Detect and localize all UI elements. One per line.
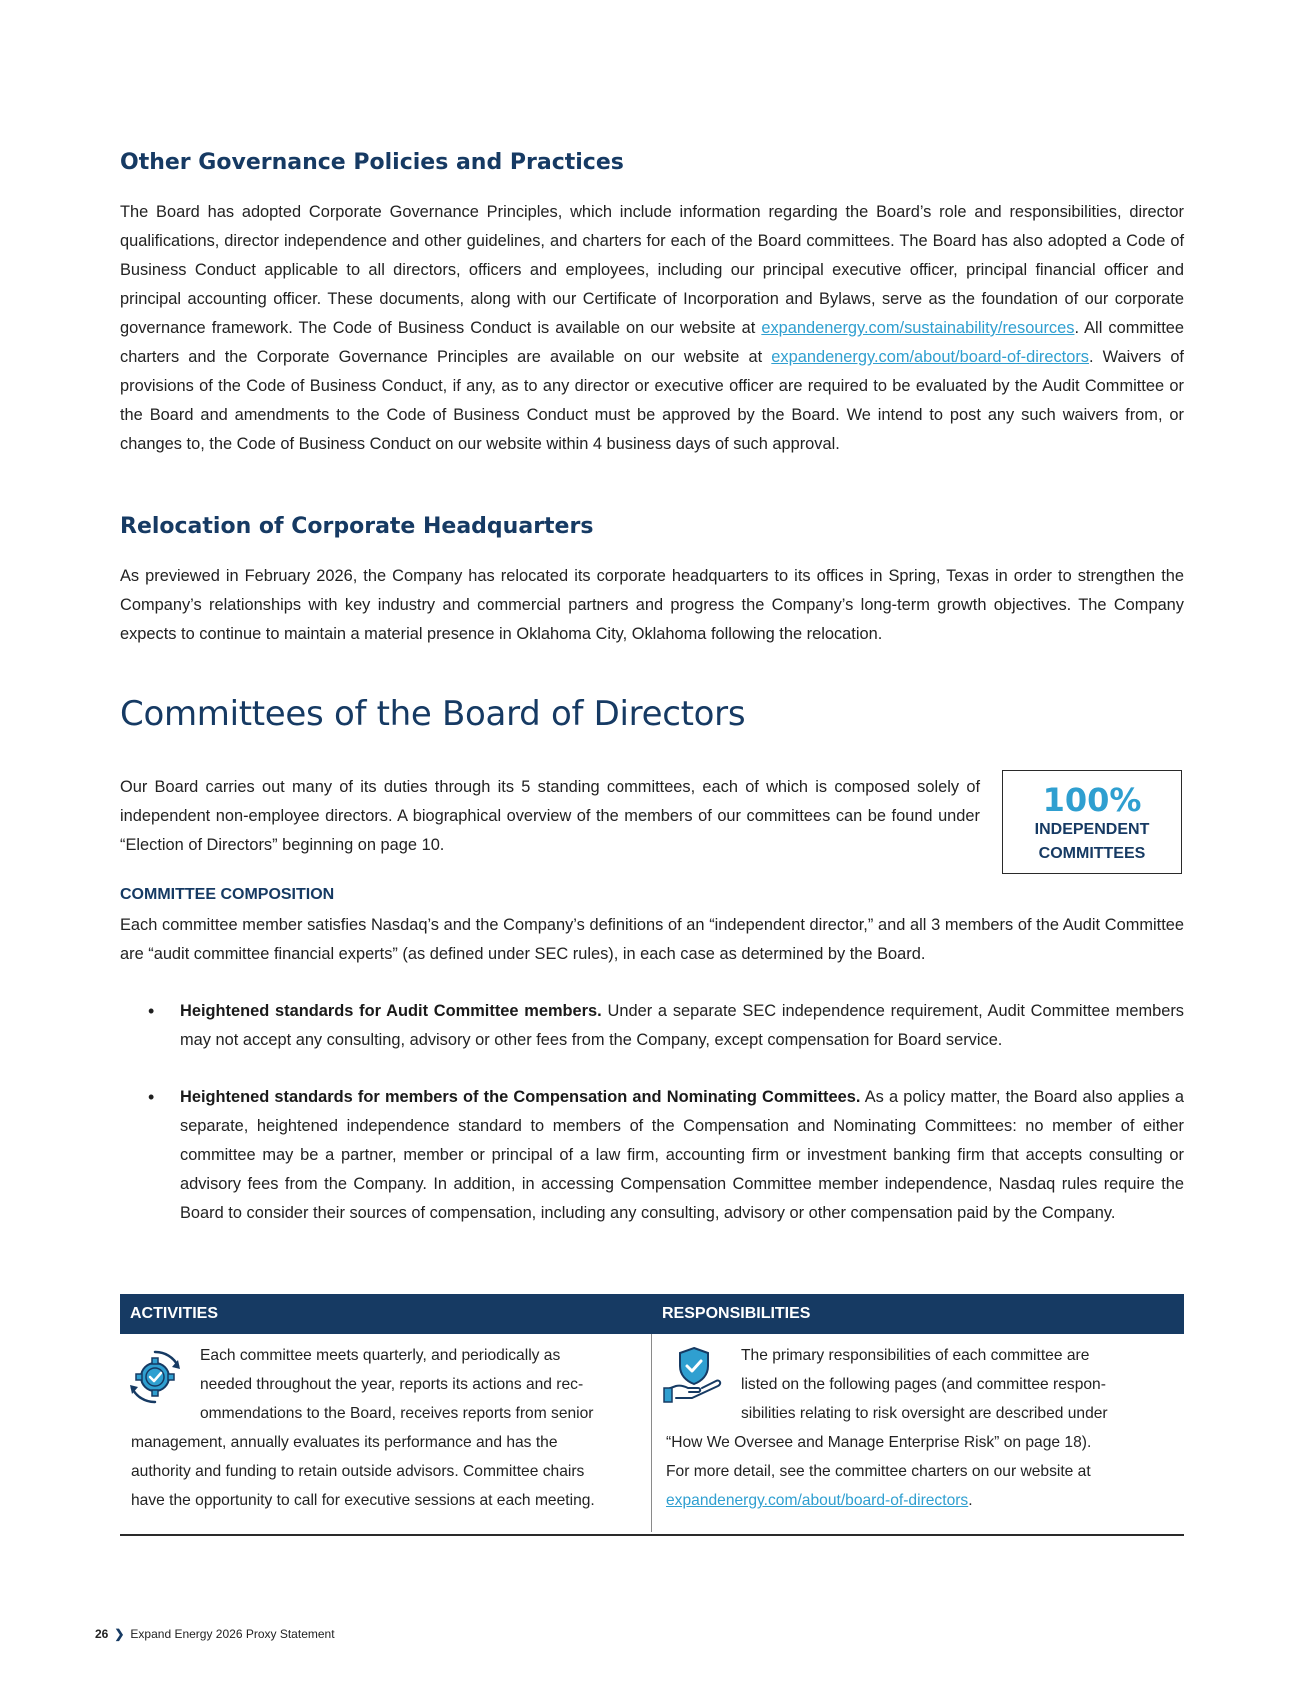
bullet-audit-standards bbox=[120, 997, 1184, 1055]
independent-committees-stat bbox=[1002, 770, 1182, 874]
responsibilities-link-line bbox=[666, 1486, 1091, 1515]
bullet-compensation-standards bbox=[120, 1083, 1184, 1228]
link-suffix: . bbox=[968, 1492, 973, 1509]
stat-label-line1: INDEPENDENT bbox=[1034, 821, 1150, 838]
responsibilities-header: RESPONSIBILITIES bbox=[662, 1305, 811, 1322]
activities-line: needed throughout the year, reports its actions and rec- bbox=[200, 1376, 584, 1393]
responsibilities-line: sibilities relating to risk oversight are described under bbox=[741, 1405, 1108, 1422]
activities-line: ommendations to the Board, receives reports from senior bbox=[200, 1405, 594, 1422]
responsibilities-text-full bbox=[666, 1428, 1091, 1515]
activities-line: Each committee meets quarterly, and periodically as bbox=[200, 1347, 561, 1364]
gear-check-icon bbox=[126, 1348, 184, 1411]
board-of-directors-link[interactable]: expandenergy.com/about/board-of-directors bbox=[771, 348, 1089, 366]
bullet-compensation-text: As a policy matter, the Board also applies a separate, heightened independence standard to members of the Compensation and Nominating Committees: no member of either committee may be a partner, member or principal of a law firm, accounting firm or investment banking firm that accepts consulting or advisory fees from the Company. In addition, in accessing Compensation Committee member independence, Nasdaq rules require the Board to consider their sources of compensation, including any consulting, advisory or other compensation paid by the Company. bbox=[180, 1088, 1184, 1222]
section-heading-governance: Other Governance Policies and Practices bbox=[120, 150, 624, 175]
activities-text-full bbox=[131, 1428, 595, 1515]
sustainability-resources-link[interactable]: expandenergy.com/sustainability/resources bbox=[761, 319, 1075, 337]
governance-text-c: . Waivers of provisions of the Code of Business Conduct, if any, as to any director or executive officer are required to be evaluated by the Audit Committee or the Board and amendments to the Code of Business Conduct must be approved by the Board. We intend to post any such waivers from, or changes to, the Code of Business Conduct on our website within 4 business days of such approval. bbox=[120, 348, 1184, 453]
committees-intro: Our Board carries out many of its duties through its 5 standing committees, each of which is composed solely of independent non-employee directors. A biographical overview of the members of our committees can be found under “Election of Directors” beginning on page 10. bbox=[120, 778, 980, 854]
committee-composition-heading: COMMITTEE COMPOSITION bbox=[120, 886, 335, 903]
page-number: 26 bbox=[95, 1627, 109, 1641]
page-footer bbox=[95, 1627, 335, 1641]
chevron-right-icon: ❯ bbox=[114, 1627, 125, 1641]
committee-composition-text: Each committee member satisfies Nasdaq’s and the Company’s definitions of an “independent director,” and all 3 members of the Audit Committee are “audit committee financial experts” (as defined under SEC rules), in each case as determined by the Board. bbox=[120, 916, 1184, 963]
section-heading-relocation: Relocation of Corporate Headquarters bbox=[120, 514, 594, 539]
charters-link[interactable]: expandenergy.com/about/board-of-directors bbox=[666, 1492, 969, 1509]
responsibilities-line: The primary responsibilities of each committee are bbox=[741, 1347, 1090, 1364]
activities-header: ACTIVITIES bbox=[130, 1305, 219, 1322]
activities-line: authority and funding to retain outside advisors. Committee chairs bbox=[131, 1463, 585, 1480]
bullet-icon: • bbox=[148, 1001, 155, 1021]
document-title: Expand Energy 2026 Proxy Statement bbox=[130, 1627, 335, 1641]
bullet-compensation-bold: Heightened standards for members of the Compensation and Nominating Committees. bbox=[180, 1088, 861, 1106]
governance-paragraph bbox=[120, 198, 1184, 459]
responsibilities-line: “How We Oversee and Manage Enterprise Risk” on page 18). bbox=[666, 1434, 1092, 1451]
activities-responsibilities-table bbox=[120, 1294, 1184, 1536]
bullet-icon: • bbox=[148, 1087, 155, 1107]
responsibilities-line: listed on the following pages (and committee respon- bbox=[741, 1376, 1106, 1393]
shield-hand-icon bbox=[662, 1344, 726, 1413]
committees-heading: Committees of the Board of Directors bbox=[120, 694, 746, 734]
responsibilities-text-indented bbox=[741, 1341, 1108, 1428]
bullet-audit-text: Under a separate SEC independence requirement, Audit Committee members may not accept any consulting, advisory or other fees from the Company, except compensation for Board service. bbox=[180, 1002, 1184, 1049]
column-divider bbox=[651, 1334, 652, 1532]
responsibilities-line: For more detail, see the committee charters on our website at bbox=[666, 1463, 1091, 1480]
governance-text-a: The Board has adopted Corporate Governance Principles, which include information regarding the Board’s role and responsibilities, director qualifications, director independence and other guidelines, and charters for each of the Board committees. The Board has also adopted a Code of Business Conduct applicable to all directors, officers and employees, including our principal executive officer, principal financial officer and principal accounting officer. These documents, along with our Certificate of Incorporation and Bylaws, serve as the foundation of our corporate governance framework. The Code of Business Conduct is available on our website at bbox=[120, 203, 1184, 337]
stat-label-line2: COMMITTEES bbox=[1038, 845, 1146, 862]
bullet-audit-bold: Heightened standards for Audit Committee members. bbox=[180, 1002, 602, 1020]
stat-value: 100% bbox=[1042, 781, 1142, 819]
activities-line: have the opportunity to call for executive sessions at each meeting. bbox=[131, 1492, 595, 1509]
table-header bbox=[120, 1294, 1184, 1334]
governance-text-b: . All committee charters and the Corporate Governance Principles are available on our website at bbox=[120, 319, 1184, 366]
activities-text-indented bbox=[200, 1341, 594, 1428]
relocation-paragraph: As previewed in February 2026, the Company has relocated its corporate headquarters to its offices in Spring, Texas in order to strengthen the Company’s relationships with key industry and commercial partners and progress the Company’s long-term growth objectives. The Company expects to continue to maintain a material presence in Oklahoma City, Oklahoma following the relocation. bbox=[120, 567, 1184, 643]
activities-line: management, annually evaluates its performance and has the bbox=[131, 1434, 558, 1451]
